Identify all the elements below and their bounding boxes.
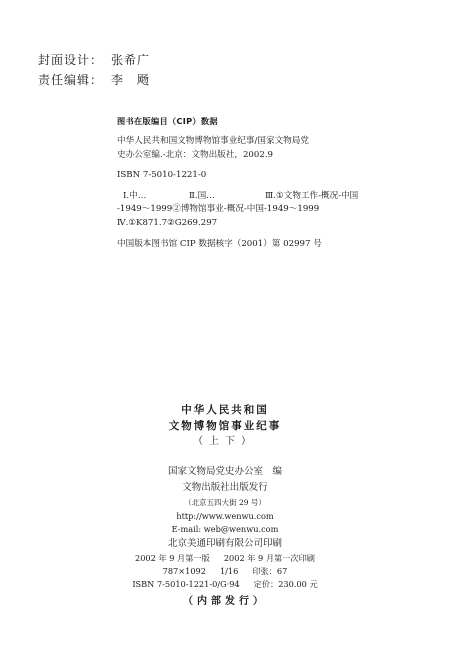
- credit-cover-design: [38, 50, 150, 70]
- credit-person: 李 飏: [111, 73, 151, 87]
- cip-subject: Ⅲ.①文物工作-概况-中国: [265, 190, 359, 201]
- printing-first: 2002 年 9 月第一次印刷: [223, 553, 315, 563]
- edition-row: [0, 552, 450, 565]
- book-format: 787×1092: [162, 566, 206, 576]
- book-isbn: ISBN 7-5010-1221-0/G·94: [132, 579, 240, 589]
- book-title-line-1: 中华人民共和国: [181, 404, 269, 416]
- credit-editor: [38, 70, 150, 90]
- cip-line: 中华人民共和国文物博物馆事业纪事/国家文物局党: [117, 136, 309, 146]
- book-author: 国家文物局党史办公室 编: [167, 466, 282, 477]
- cip-subject: Ⅰ.中…: [123, 190, 147, 201]
- publisher-address: （北京五四大街 29 号）: [184, 498, 266, 507]
- book-printer: 北京美通印刷有限公司印刷: [167, 538, 282, 549]
- book-price: 定价：230.00 元: [253, 579, 318, 589]
- publisher-website: http://www.wenwu.com: [176, 511, 274, 521]
- credit-person: 张希广: [111, 53, 151, 67]
- cip-isbn: ISBN 7-5010-1221-0: [117, 170, 207, 181]
- credit-role: 封面设计：: [38, 53, 104, 67]
- internal-distribution: （内部发行）: [183, 596, 267, 607]
- cip-line: 史办公室编.-北京：文物出版社，2002.9: [117, 149, 274, 160]
- publisher-email: E-mail: web@wenwu.com: [171, 524, 279, 534]
- cip-subject: Ⅱ.国…: [189, 190, 215, 201]
- colophon: [0, 402, 450, 611]
- cip-subject-row: [117, 190, 417, 204]
- book-volumes: （上下）: [193, 436, 257, 447]
- isbn-price-row: [0, 578, 450, 591]
- cip-record-number: 中国版本图书馆 CIP 数据核字（2001）第 02997 号: [117, 238, 322, 249]
- credits-block: [38, 50, 150, 90]
- edition-first: 2002 年 9 月第一版: [135, 553, 210, 563]
- book-publisher: 文物出版社出版发行: [182, 482, 268, 493]
- format-row: [0, 565, 450, 578]
- book-sheets: 印张：67: [252, 566, 288, 576]
- book-fold: 1/16: [219, 566, 239, 576]
- cip-heading: 图书在版编目（CIP）数据: [117, 116, 218, 126]
- book-title-line-2: 文物博物馆事业纪事: [168, 420, 282, 432]
- cip-block: [117, 116, 417, 251]
- credit-role: 责任编辑：: [38, 73, 104, 87]
- cip-line: -1949～1999②博物馆事业-概况-中国-1949～1999: [117, 204, 320, 215]
- cip-class-numbers: Ⅳ.①K871.7②G269.297: [117, 217, 218, 228]
